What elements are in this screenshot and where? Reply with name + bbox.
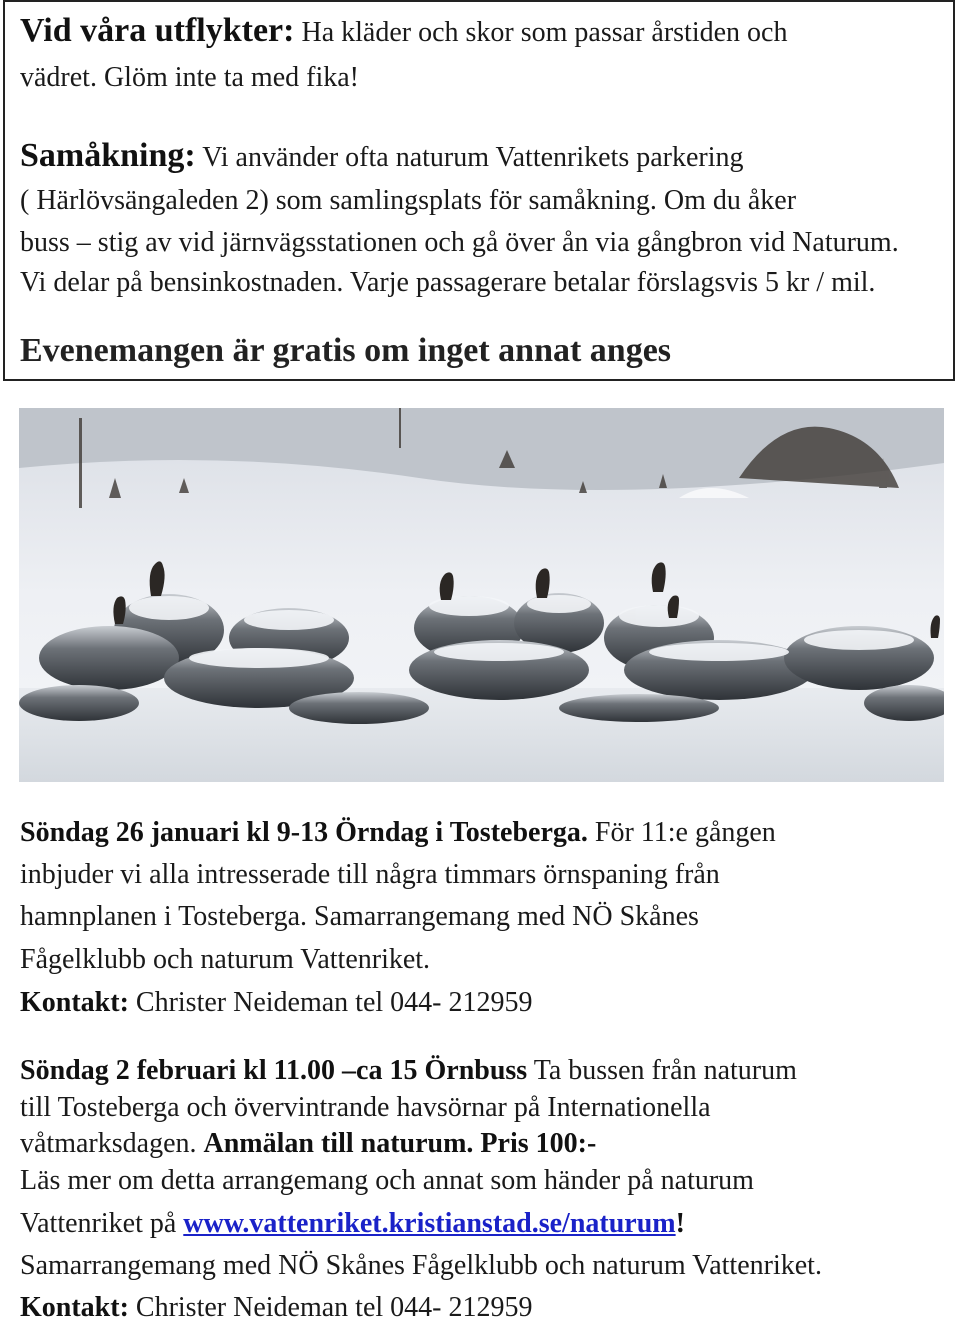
event2-title: Söndag 2 februari kl 11.00 –ca 15 Örnbuss — [20, 1055, 528, 1086]
excursions-label: Vid våra utflykter: — [20, 12, 295, 49]
event1-contact-label: Kontakt: — [20, 987, 129, 1018]
event2-registration: Anmälan till naturum. Pris 100:- — [203, 1128, 597, 1159]
naturum-link[interactable]: www.vattenriket.kristianstad.se/naturum — [183, 1208, 676, 1239]
event2-line3 — [20, 1127, 596, 1161]
event1-intro: För 11:e gången — [594, 817, 776, 848]
event2-line4: Läs mer om detta arrangemang och annat som händer på naturum — [20, 1165, 754, 1196]
event2-line2: till Tosteberga och övervintrande havsörnar på Internationella — [20, 1092, 711, 1123]
event1-line1 — [20, 816, 776, 850]
eagles-photo — [19, 408, 944, 782]
event2-contact-value: Christer Neideman tel 044- 212959 — [135, 1292, 533, 1323]
carpool-label: Samåkning: — [20, 137, 196, 174]
carpool-line4: Vi delar på bensinkostnaden. Varje passagerare betalar förslagsvis 5 kr / mil. — [20, 267, 876, 298]
event2-line5-text: Vattenriket på — [20, 1208, 177, 1239]
event2-line5 — [20, 1207, 685, 1241]
event1-contact-value: Christer Neideman tel 044- 212959 — [135, 987, 533, 1018]
event2-line5-post: ! — [675, 1208, 685, 1239]
event1-contact — [20, 986, 533, 1020]
event1-line4: Fågelklubb och naturum Vattenriket. — [20, 944, 431, 975]
excursions-paragraph — [20, 14, 787, 50]
event2-line1 — [20, 1054, 797, 1088]
event2-intro: Ta bussen från naturum — [533, 1055, 797, 1086]
excursions-line2: vädret. Glöm inte ta med fika! — [20, 62, 359, 93]
free-events-heading: Evenemangen är gratis om inget annat anges — [20, 332, 672, 369]
event1-line3: hamnplanen i Tosteberga. Samarrangemang med NÖ Skånes — [20, 901, 699, 932]
carpool-paragraph — [20, 139, 744, 175]
event2-line6: Samarrangemang med NÖ Skånes Fågelklubb och naturum Vattenriket. — [20, 1250, 822, 1281]
event2-contact-label: Kontakt: — [20, 1292, 129, 1323]
excursions-text: Ha kläder och skor som passar årstiden och — [301, 17, 788, 48]
event1-title: Söndag 26 januari kl 9-13 Örndag i Tosteberga. — [20, 817, 588, 848]
event2-contact — [20, 1291, 533, 1325]
event2-line3-text: våtmarksdagen. — [20, 1128, 197, 1159]
carpool-text: Vi använder ofta naturum Vattenrikets parkering — [202, 142, 744, 173]
carpool-line3: buss – stig av vid järnvägsstationen och gå över ån via gångbron vid Naturum. — [20, 227, 899, 258]
carpool-line2: ( Härlövsängaleden 2) som samlingsplats för samåkning. Om du åker — [20, 185, 797, 216]
event1-line2: inbjuder vi alla intresserade till några timmars örnspaning från — [20, 859, 720, 890]
